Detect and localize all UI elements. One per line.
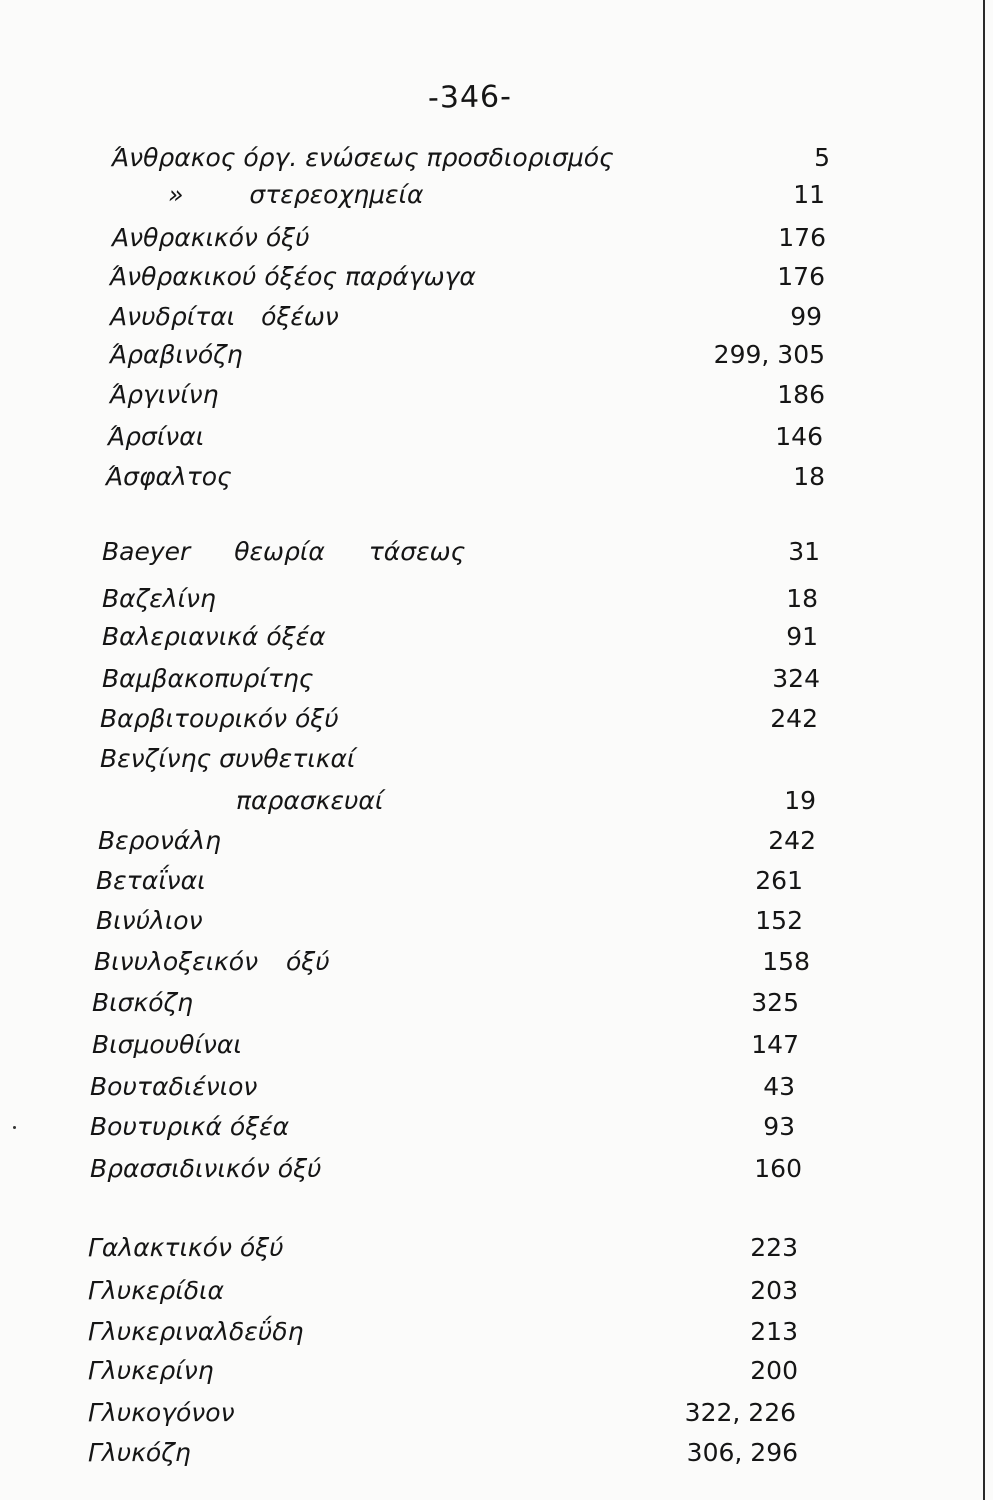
- index-entry: [0, 664, 993, 704]
- index-term: παρασκευαί: [236, 786, 384, 815]
- index-term: Βισμουθίναι: [92, 1030, 242, 1059]
- index-pages: 18: [793, 462, 825, 491]
- page-number: -346-: [427, 79, 513, 116]
- index-entry: [0, 786, 993, 826]
- index-entry: [0, 1030, 993, 1070]
- index-pages: 152: [755, 906, 803, 935]
- index-term: Βαλεριανικά όξέα: [102, 622, 326, 651]
- index-entry: [0, 380, 993, 420]
- index-pages: 18: [786, 584, 818, 613]
- index-pages: 31: [788, 537, 820, 566]
- index-pages: 203: [750, 1276, 798, 1305]
- index-entry: [0, 1072, 993, 1112]
- index-term: Βρασσιδινικόν όξύ: [90, 1154, 322, 1183]
- index-pages: 19: [784, 786, 816, 815]
- index-pages: 11: [793, 180, 825, 209]
- index-term: Βινύλιον: [96, 906, 203, 935]
- index-term: Ανθρακικόν όξύ: [112, 223, 310, 252]
- index-term: Baeyer θεωρία τάσεως: [102, 537, 466, 566]
- index-entry: [0, 826, 993, 866]
- index-entry: [0, 704, 993, 744]
- index-term: Βενζίνης συνθετικαί: [100, 744, 356, 773]
- index-entry: [0, 1154, 993, 1194]
- index-term: Βερονάλη: [98, 826, 221, 855]
- index-pages: 223: [750, 1233, 798, 1262]
- index-entry: [0, 947, 993, 987]
- index-term: Άνθρακικού όξέος παράγωγα: [110, 262, 476, 291]
- index-entry: [0, 223, 993, 263]
- index-entry: [0, 622, 993, 662]
- index-pages: 242: [770, 704, 818, 733]
- index-entry: [0, 537, 993, 577]
- index-term: Βινυλοξεικόν όξύ: [94, 947, 330, 976]
- index-pages: 176: [777, 262, 825, 291]
- index-pages: 158: [762, 947, 810, 976]
- index-term: Γλυκερίδια: [88, 1276, 224, 1305]
- index-pages: 43: [763, 1072, 795, 1101]
- index-term: Βαζελίνη: [102, 584, 216, 613]
- index-entry: [0, 1438, 993, 1478]
- index-entry: [0, 340, 993, 380]
- index-entry: [0, 1276, 993, 1316]
- index-term: Άραβινόζη: [110, 340, 243, 369]
- index-pages: 324: [772, 664, 820, 693]
- index-pages: 91: [786, 622, 818, 651]
- index-entry: [0, 744, 993, 784]
- index-pages: 261: [755, 866, 803, 895]
- index-entry: [0, 1112, 993, 1152]
- index-pages: 213: [750, 1317, 798, 1346]
- index-entry: [0, 1356, 993, 1396]
- index-term: Άσφαλτος: [106, 462, 232, 491]
- index-term: Βουτυρικά όξέα: [90, 1112, 290, 1141]
- index-term: Γαλακτικόν όξύ: [88, 1233, 284, 1262]
- index-pages: 160: [754, 1154, 802, 1183]
- index-entry: [0, 462, 993, 502]
- index-pages: 306, 296: [686, 1438, 798, 1467]
- index-entry: [0, 1233, 993, 1273]
- index-entry: [0, 866, 993, 906]
- index-entry: [0, 584, 993, 624]
- index-term: Βαρβιτουρικόν όξύ: [100, 704, 339, 733]
- index-pages: 299, 305: [713, 340, 825, 369]
- index-entry: [0, 262, 993, 302]
- index-pages: 186: [777, 380, 825, 409]
- index-pages: 146: [775, 422, 823, 451]
- index-entry: [0, 1317, 993, 1357]
- index-entry: [0, 422, 993, 462]
- index-pages: 322, 226: [684, 1398, 796, 1427]
- index-term: Βεταΐναι: [96, 866, 206, 895]
- index-entry: [0, 906, 993, 946]
- index-term: Βουταδιένιον: [90, 1072, 258, 1101]
- index-term: Βαμβακοπυρίτης: [102, 664, 314, 693]
- index-term: Άργινίνη: [110, 380, 219, 409]
- index-term: Ανυδρίται όξέων: [110, 302, 339, 331]
- index-pages: 176: [778, 223, 826, 252]
- index-pages: 242: [768, 826, 816, 855]
- index-entry: [0, 1398, 993, 1438]
- index-pages: 147: [751, 1030, 799, 1059]
- index-term: » στερεοχημεία: [168, 180, 424, 209]
- index-entry: [0, 988, 993, 1028]
- index-pages: 5: [814, 143, 830, 172]
- index-pages: 200: [750, 1356, 798, 1385]
- index-term: Άνθρακος όργ. ενώσεως προσδιορισμός: [112, 143, 614, 172]
- index-pages: 325: [751, 988, 799, 1017]
- index-term: Γλυκεριναλδεΰδη: [88, 1317, 304, 1346]
- index-pages: 93: [763, 1112, 795, 1141]
- index-entry: [0, 302, 993, 342]
- index-term: Γλυκερίνη: [88, 1356, 214, 1385]
- index-entry: [0, 180, 993, 220]
- index-term: Γλυκόζη: [88, 1438, 191, 1467]
- index-term: Γλυκογόνον: [88, 1398, 235, 1427]
- index-entry: [0, 143, 993, 183]
- index-term: Άρσίναι: [108, 422, 205, 451]
- index-term: Βισκόζη: [92, 988, 193, 1017]
- index-pages: 99: [790, 302, 822, 331]
